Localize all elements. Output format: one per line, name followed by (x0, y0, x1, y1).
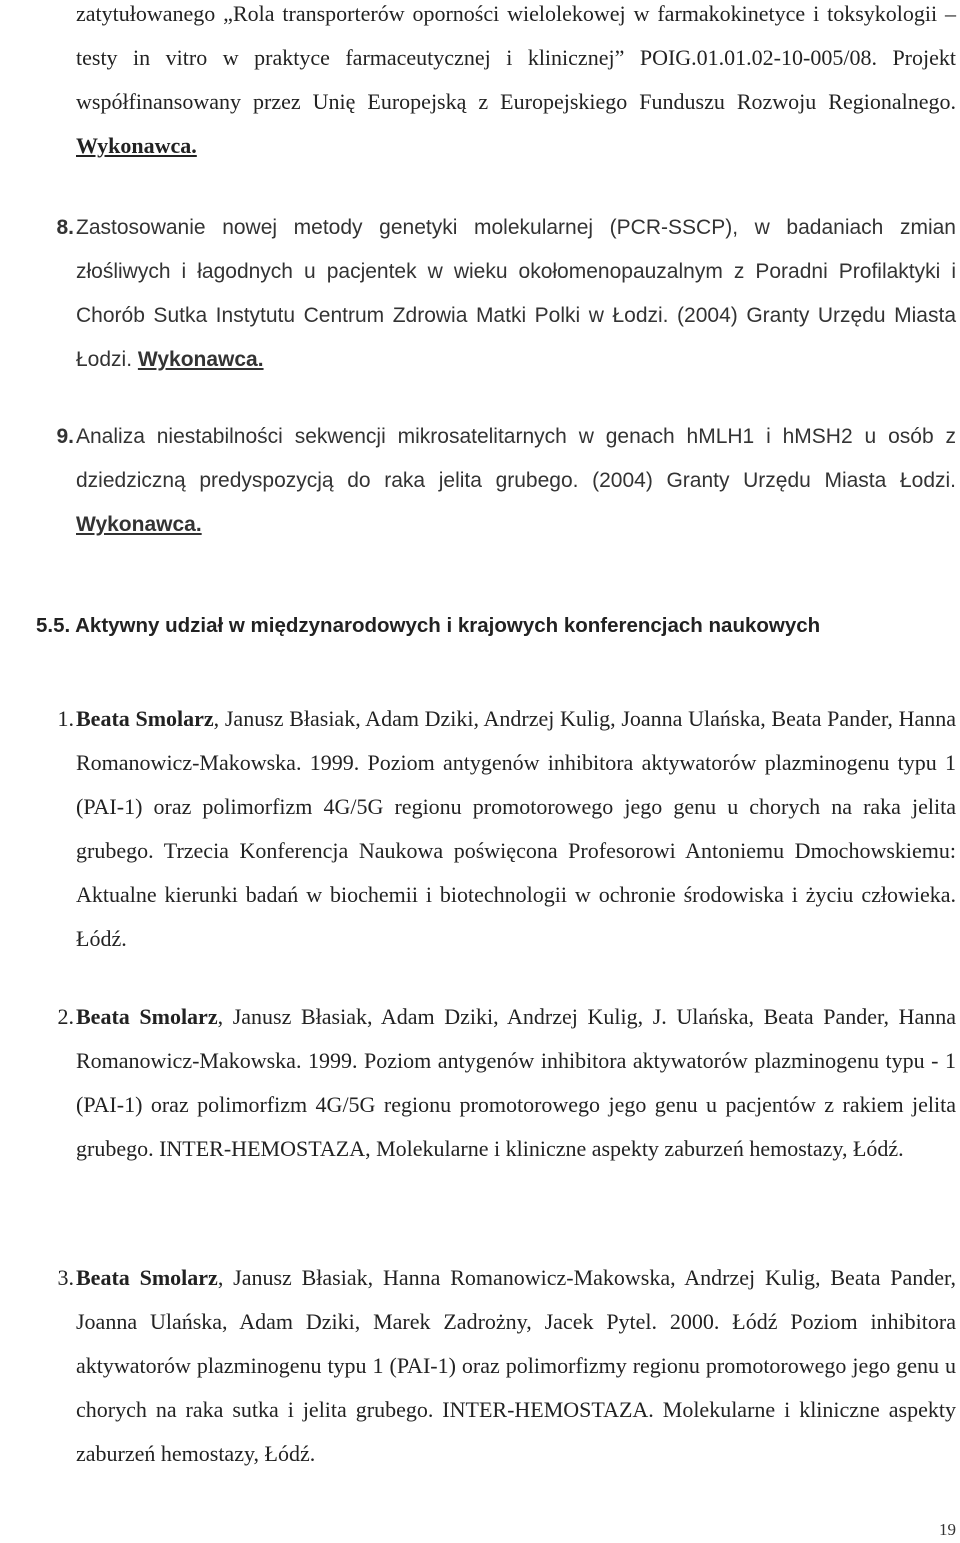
conference-number: 1. (57, 706, 74, 731)
conference-number: 2. (57, 1004, 74, 1029)
conference-text: , Janusz Błasiak, Adam Dziki, Andrzej Kulig, J. Ulańska, Beata Pander, Hanna Romanowicz-Makowska. 1999. Poziom antygenów inhibitora aktywatorów plazminogenu typu - 1 (PAI-1) oraz polimorfizm 4G/5G regionu promotorowego jego genu u pacjentów z rakiem jelita grubego. INTER-HEMOSTAZA, Molekularne i kliniczne aspekty zaburzeń hemostazy, Łódź. (76, 1004, 957, 1161)
conference-text: , Janusz Błasiak, Hanna Romanowicz-Makowska, Andrzej Kulig, Beata Pander, Joanna Ulańska, Adam Dziki, Marek Zadrożny, Jacek Pytel. 2000. Łódź Poziom inhibitora aktywatorów plazminogenu typu 1 (PAI-1) oraz polimorfizmy regionu promotorowego jego genu u chorych na raka sutka i jelita grubego. INTER-HEMOSTAZA. Molekularne i kliniczne aspekty zaburzeń hemostazy, Łódź. (76, 1265, 957, 1466)
grant-role: Wykonawca. (76, 513, 202, 536)
grant-role: Wykonawca. (137, 348, 264, 371)
conference-item-2 (0, 995, 960, 1171)
lead-author: Beata Smolarz (76, 1265, 218, 1290)
conference-item-3 (0, 1256, 960, 1476)
grant-number: 8. (56, 216, 74, 239)
conference-item-1 (0, 697, 960, 961)
grant-number: 9. (56, 425, 74, 448)
lead-author: Beata Smolarz (76, 706, 214, 731)
grant-item-8 (0, 206, 960, 382)
grant-text: Zastosowanie nowej metody genetyki molekularnej (PCR-SSCP), w badaniach zmian złośliwych i łagodnych u pacjentek w wieku okołomenopauzalnym z Poradni Profilaktyki i Chorób Sutka Instytutu Centrum Zdrowia Matki Polki w Łodzi. (2004) Granty Urzędu Miasta Łodzi. (76, 216, 956, 371)
grant-item-9 (0, 415, 960, 547)
lead-author: Beata Smolarz (76, 1004, 218, 1029)
grant-text: Analiza niestabilności sekwencji mikrosatelitarnych w genach hMLH1 i hMSH2 u osób z dziedziczną predyspozycją do raka jelita grubego. (2004) Granty Urzędu Miasta Łodzi. (76, 425, 956, 492)
grant-item-continuation (0, 0, 960, 168)
conference-text: , Janusz Błasiak, Adam Dziki, Andrzej Kulig, Joanna Ulańska, Beata Pander, Hanna Romanowicz-Makowska. 1999. Poziom antygenów inhibitora aktywatorów plazminogenu typu 1 (PAI-1) oraz polimorfizm 4G/5G regionu promotorowego jego genu u chorych na raka jelita grubego. Trzecia Konferencja Naukowa poświęcona Profesorowi Antoniemu Dmochowskiemu: Aktualne kierunki badań w biochemii i biotechnologii w ochronie środowiska i życiu człowieka. Łódź. (76, 706, 957, 951)
page-number: 19 (939, 1520, 956, 1539)
grant-role: Wykonawca. (76, 133, 197, 158)
section-heading: 5.5. Aktywny udział w międzynarodowych i krajowych konferencjach naukowych (36, 614, 821, 637)
conference-number: 3. (57, 1265, 74, 1290)
grant-text: zatytułowanego „Rola transporterów oporności wielolekowej w farmakokinetyce i toksykologii – testy in vitro w praktyce farmaceutycznej i klinicznej” POIG.01.01.02-10-005/08. Projekt współfinansowany przez Unię Europejską z Europejskiego Funduszu Rozwoju Regionalnego. (76, 1, 956, 114)
